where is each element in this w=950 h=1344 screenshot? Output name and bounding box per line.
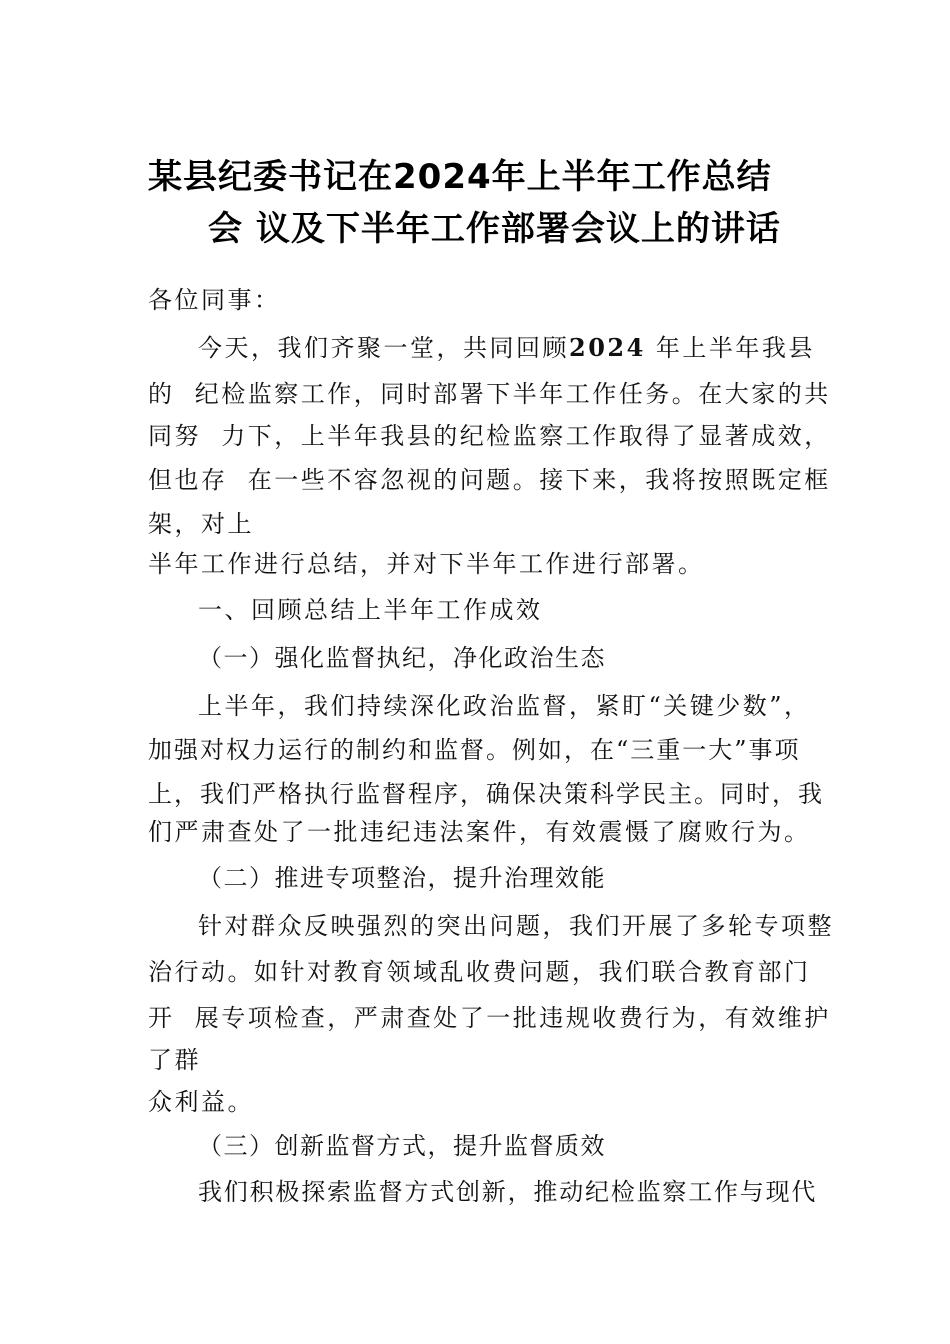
subsection-2-line-4: 了群 (148, 1046, 201, 1074)
subsection-2-line-2: 治行动。如针对教育领域乱收费问题，我们联合教育部门 (148, 958, 811, 986)
title-line-1: 某县纪委书记在2024年上半年工作总结 (148, 157, 772, 197)
subsection-1-line-4: 们严肃查处了一批违纪违法案件，有效震慑了腐败行为。 (148, 818, 811, 846)
subsection-1-line-2: 加强对权力运行的制约和监督。例如，在“三重一大”事项 (148, 736, 801, 764)
subsection-3-line-1: 我们积极探索监督方式创新，推动纪检监察工作与现代 (198, 1178, 818, 1206)
subsection-2-line-1: 针对群众反映强烈的突出问题，我们开展了多轮专项整 (198, 912, 834, 940)
subsection-1-heading: （一）强化监督执纪，净化政治生态 (198, 644, 606, 672)
section-1-heading: 一、回顾总结上半年工作成效 (198, 596, 543, 624)
intro-year: 2024 (569, 333, 646, 362)
subsection-2-line-5: 众利益。 (148, 1088, 254, 1116)
intro-line-5: 架，对上 (148, 510, 254, 538)
subsection-3-heading: （三）创新监督方式，提升监督质效 (198, 1132, 606, 1160)
title-line-2: 会 议及下半年工作部署会议上的讲话 (208, 209, 781, 249)
subsection-1-line-3: 上，我们严格执行监督程序，确保决策科学民主。同时，我 (148, 780, 824, 808)
intro-text-before-year: 今天，我们齐聚一堂，共同回顾 (198, 334, 569, 362)
subsection-2-line-3: 开 展专项检查，严肃查处了一批违规收费行为，有效维护 (148, 1004, 831, 1032)
intro-line-6: 半年工作进行总结，并对下半年工作进行部署。 (148, 550, 705, 578)
subsection-1-line-1: 上半年，我们持续深化政治监督，紧盯“关键少数”， (198, 692, 811, 720)
subsection-2-heading: （二）推进专项整治，提升治理效能 (198, 864, 606, 892)
intro-line-1 (198, 333, 815, 362)
intro-line-2: 的 纪检监察工作，同时部署下半年工作任务。在大家的共 (148, 380, 831, 408)
intro-line-3: 同努 力下，上半年我县的纪检监察工作取得了显著成效， (148, 422, 831, 450)
intro-text-after-year: 年上半年我县 (645, 334, 815, 362)
salutation: 各位同事： (148, 286, 281, 314)
intro-line-4: 但也存 在一些不容忽视的问题。接下来，我将按照既定框 (148, 466, 831, 494)
